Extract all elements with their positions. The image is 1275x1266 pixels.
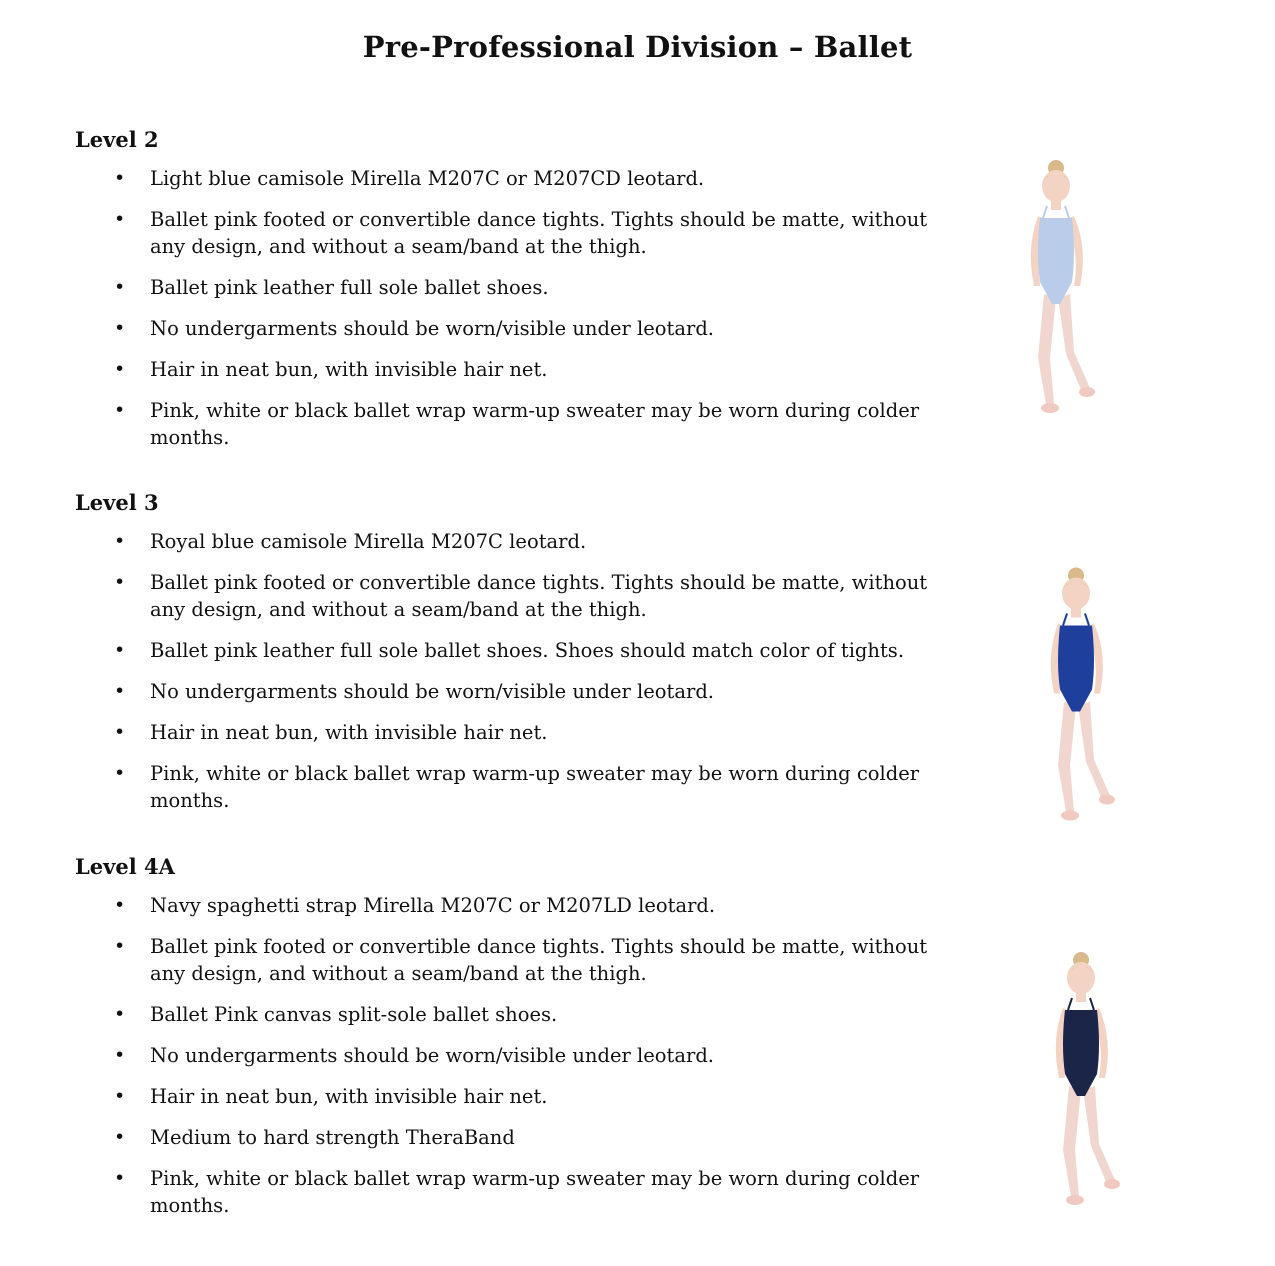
- leotard: [1038, 218, 1074, 304]
- neck: [1071, 608, 1081, 618]
- neck: [1076, 992, 1086, 1002]
- bullet-icon: •: [114, 530, 126, 552]
- head: [1062, 578, 1090, 610]
- bullet-icon: •: [114, 639, 126, 661]
- dancer-photo-level-3: [1020, 548, 1140, 848]
- level-4a-section: [75, 852, 955, 1219]
- head: [1067, 962, 1095, 994]
- left-leg: [1063, 1086, 1081, 1196]
- right-strap: [1065, 206, 1069, 218]
- right-shoe: [1104, 1179, 1120, 1189]
- right-leg: [1058, 294, 1090, 392]
- right-leg: [1083, 1086, 1115, 1184]
- level-heading: Level 4A: [75, 854, 175, 879]
- list-item: • Hair in neat bun, with invisible hair net.: [114, 358, 548, 381]
- bullet-icon: •: [114, 894, 126, 916]
- bullet-icon: •: [114, 762, 126, 784]
- left-strap: [1063, 614, 1067, 626]
- bullet-icon: •: [114, 571, 126, 593]
- bullet-icon: •: [114, 935, 126, 957]
- bullet-icon: •: [114, 317, 126, 339]
- list-item: • No undergarments should be worn/visible under leotard.: [114, 680, 715, 703]
- bullet-icon: •: [114, 721, 126, 743]
- head: [1042, 170, 1070, 202]
- list-item: • No undergarments should be worn/visible under leotard.: [114, 317, 715, 340]
- bullet-icon: •: [114, 208, 126, 230]
- left-shoe: [1041, 403, 1059, 413]
- right-strap: [1085, 614, 1089, 626]
- dancer-photo-level-2: [1000, 158, 1120, 423]
- bullet-icon: •: [114, 1044, 126, 1066]
- neck: [1051, 200, 1061, 210]
- list-item: • Pink, white or black ballet wrap warm-up sweater may be worn during colder months.: [114, 762, 920, 812]
- list-item: • Pink, white or black ballet wrap warm-up sweater may be worn during colder months.: [114, 399, 920, 449]
- list-item: • Hair in neat bun, with invisible hair net.: [114, 721, 548, 744]
- left-strap: [1043, 206, 1047, 218]
- level-2-section: [75, 125, 955, 451]
- bullet-icon: •: [114, 1126, 126, 1148]
- level-heading: Level 2: [75, 127, 159, 152]
- bullet-icon: •: [114, 167, 126, 189]
- bullet-icon: •: [114, 1003, 126, 1025]
- left-strap: [1068, 998, 1072, 1010]
- right-strap: [1090, 998, 1094, 1010]
- requirements-list: [75, 528, 955, 814]
- bullet-icon: •: [114, 399, 126, 421]
- list-item: • Ballet pink footed or convertible dance tights. Tights should be matte, without any design, and without a seam/band at the thigh.: [114, 935, 928, 985]
- right-shoe: [1099, 795, 1115, 805]
- list-item: • Ballet Pink canvas split-sole ballet shoes.: [114, 1003, 558, 1026]
- bullet-icon: •: [114, 1085, 126, 1107]
- bullet-icon: •: [114, 276, 126, 298]
- requirements-list: [75, 165, 955, 451]
- list-item: • Navy spaghetti strap Mirella M207C or M207LD leotard.: [114, 894, 716, 917]
- list-item: • Ballet pink leather full sole ballet shoes.: [114, 276, 549, 299]
- level-heading: Level 3: [75, 490, 159, 515]
- page-title: Pre-Professional Division – Ballet: [362, 30, 913, 64]
- bullet-icon: •: [114, 1167, 126, 1189]
- list-item: • Royal blue camisole Mirella M207C leotard.: [114, 530, 587, 553]
- left-leg: [1058, 702, 1076, 812]
- list-item: • Light blue camisole Mirella M207C or M207CD leotard.: [114, 167, 705, 190]
- list-item: • Hair in neat bun, with invisible hair net.: [114, 1085, 548, 1108]
- right-leg: [1078, 702, 1110, 800]
- list-item: • Ballet pink leather full sole ballet shoes. Shoes should match color of tights.: [114, 639, 905, 662]
- left-leg: [1038, 294, 1056, 404]
- right-shoe: [1079, 387, 1095, 397]
- leotard: [1058, 626, 1094, 712]
- list-item: • No undergarments should be worn/visible under leotard.: [114, 1044, 715, 1067]
- leotard: [1063, 1010, 1099, 1096]
- list-item: • Pink, white or black ballet wrap warm-up sweater may be worn during colder months.: [114, 1167, 920, 1217]
- list-item: • Ballet pink footed or convertible dance tights. Tights should be matte, without any design, and without a seam/band at the thigh.: [114, 571, 928, 621]
- bullet-icon: •: [114, 680, 126, 702]
- list-item: • Ballet pink footed or convertible dance tights. Tights should be matte, without any design, and without a seam/band at the thigh.: [114, 208, 928, 258]
- left-shoe: [1061, 811, 1079, 821]
- requirements-list: [75, 892, 955, 1219]
- bullet-icon: •: [114, 358, 126, 380]
- left-shoe: [1066, 1195, 1084, 1205]
- level-3-section: [75, 488, 955, 814]
- dancer-photo-level-4a: [1025, 935, 1145, 1230]
- list-item: • Medium to hard strength TheraBand: [114, 1126, 515, 1149]
